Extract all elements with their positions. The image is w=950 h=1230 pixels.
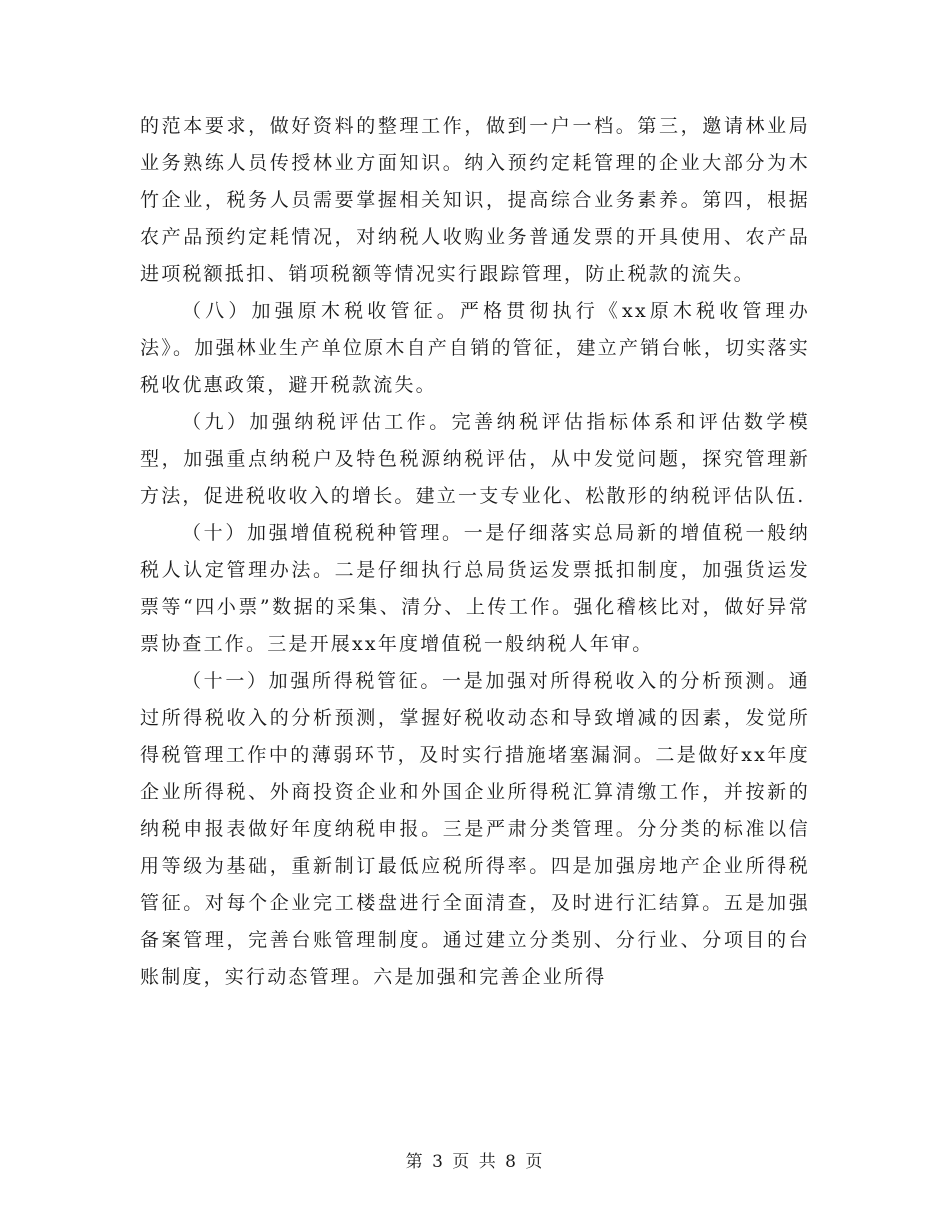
- paragraph-section-9: （九）加强纳税评估工作。完善纳税评估指标体系和评估数学模型，加强重点纳税户及特色税源纳税评估，从中发觉问题，探究管理新方法，促进税收收入的增长。建立一支专业化、松散形的纳税评估队伍.: [140, 411, 810, 507]
- page-number-footer: 第 3 页 共 8 页: [405, 1152, 545, 1172]
- paragraph-section-8: （八）加强原木税收管征。严格贯彻执行《xx原木税收管理办法》。加强林业生产单位原木自产自销的管征，建立产销台帐，切实落实税收优惠政策，避开税款流失。: [140, 300, 810, 396]
- paragraph-section-10: （十）加强增值税税种管理。一是仔细落实总局新的增值税一般纳税人认定管理办法。二是仔细执行总局货运发票抵扣制度，加强货运发票等“四小票”数据的采集、清分、上传工作。强化稽核比对，做好异常票协查工作。三是开展xx年度增值税一般纳税人年审。: [140, 522, 810, 655]
- paragraph-section-11: （十一）加强所得税管征。一是加强对所得税收入的分析预测。通过所得税收入的分析预测，掌握好税收动态和导致增减的因素，发觉所得税管理工作中的薄弱环节，及时实行措施堵塞漏洞。二是做好xx年度企业所得税、外商投资企业和外国企业所得税汇算清缴工作，并按新的纳税申报表做好年度纳税申报。三是严肃分类管理。分分类的标准以信用等级为基础，重新制订最低应税所得率。四是加强房地产企业所得税管征。对每个企业完工楼盘进行全面清查，及时进行汇结算。五是加强备案管理，完善台账管理制度。通过建立分类别、分行业、分项目的台账制度，实行动态管理。六是加强和完善企业所得: [140, 670, 810, 988]
- paragraph-continuation: 的范本要求，做好资料的整理工作，做到一户一档。第三，邀请林业局业务熟练人员传授林业方面知识。纳入预约定耗管理的企业大部分为木竹企业，税务人员需要掌握相关知识，提高综合业务素养。第四，根据农产品预约定耗情况，对纳税人收购业务普通发票的开具使用、农产品进项税额抵扣、销项税额等情况实行跟踪管理，防止税款的流失。: [140, 115, 810, 285]
- document-body: [140, 108, 810, 996]
